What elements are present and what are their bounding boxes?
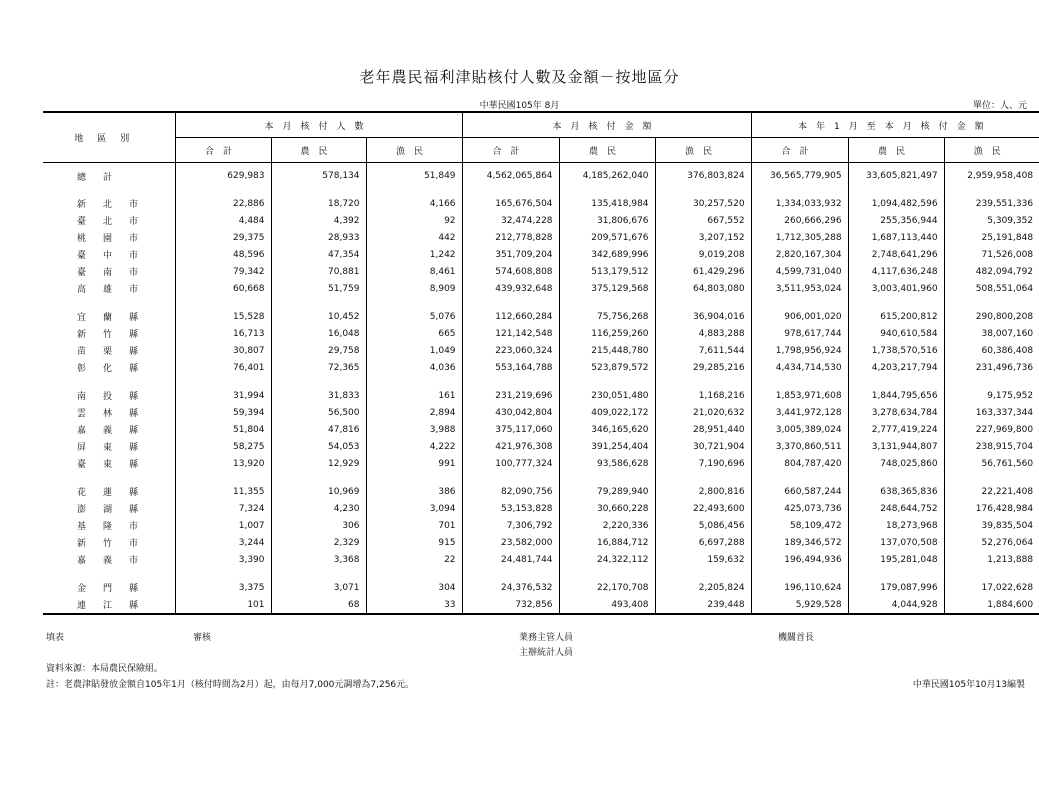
table-row: [43, 195, 1039, 212]
value-cell: 24,481,744: [462, 551, 559, 568]
table-row: [43, 325, 1039, 342]
source-note: 資料來源：本局農民保險組。: [46, 664, 164, 674]
value-cell: 21,020,632: [655, 404, 751, 421]
value-cell: 16,713: [175, 325, 271, 342]
header-sub: 農民: [848, 138, 944, 163]
value-cell: 16,048: [271, 325, 366, 342]
value-cell: 48,596: [175, 246, 271, 263]
value-cell: 189,346,572: [751, 534, 848, 551]
value-cell: 4,562,065,864: [462, 163, 559, 185]
value-cell: 493,408: [559, 596, 655, 614]
value-cell: 991: [366, 455, 462, 472]
value-cell: 342,689,996: [559, 246, 655, 263]
value-cell: 23,582,000: [462, 534, 559, 551]
value-cell: 24,376,532: [462, 579, 559, 596]
value-cell: 3,005,389,024: [751, 421, 848, 438]
region-name: 屏東縣: [77, 443, 156, 453]
value-cell: 442: [366, 229, 462, 246]
table-row: [43, 455, 1039, 472]
value-cell: 58,109,472: [751, 517, 848, 534]
value-cell: 4,185,262,040: [559, 163, 655, 185]
value-cell: 59,394: [175, 404, 271, 421]
value-cell: 1,738,570,516: [848, 342, 944, 359]
value-cell: 915: [366, 534, 462, 551]
region-name: 臺中市: [77, 251, 156, 261]
value-cell: 7,611,544: [655, 342, 751, 359]
table-row: [43, 359, 1039, 376]
compiled-date: 中華民國105年10月13編製: [912, 680, 1025, 690]
header-group-amount: 本月核付金額: [462, 112, 751, 138]
header-region: 地區別: [43, 112, 175, 163]
value-cell: 231,496,736: [944, 359, 1039, 376]
value-cell: 346,165,620: [559, 421, 655, 438]
header-sub: 合計: [462, 138, 559, 163]
value-cell: 8,461: [366, 263, 462, 280]
value-cell: 215,448,780: [559, 342, 655, 359]
region-name: 嘉義縣: [77, 426, 156, 436]
value-cell: 29,758: [271, 342, 366, 359]
region-name: 新竹縣: [77, 330, 156, 340]
value-cell: 137,070,508: [848, 534, 944, 551]
value-cell: 1,168,216: [655, 387, 751, 404]
value-cell: 163,337,344: [944, 404, 1039, 421]
value-cell: 8,909: [366, 280, 462, 297]
value-cell: 4,484: [175, 212, 271, 229]
value-cell: 92: [366, 212, 462, 229]
value-cell: 425,073,736: [751, 500, 848, 517]
value-cell: 36,904,016: [655, 308, 751, 325]
value-cell: 33,605,821,497: [848, 163, 944, 185]
value-cell: 4,203,217,794: [848, 359, 944, 376]
value-cell: 33: [366, 596, 462, 614]
value-cell: 1,334,033,932: [751, 195, 848, 212]
value-cell: 523,879,572: [559, 359, 655, 376]
value-cell: 51,804: [175, 421, 271, 438]
value-cell: 11,355: [175, 483, 271, 500]
table-row: [43, 483, 1039, 500]
region-name: 澎湖縣: [77, 505, 156, 515]
header-sub: 合計: [175, 138, 271, 163]
value-cell: 638,365,836: [848, 483, 944, 500]
value-cell: 7,324: [175, 500, 271, 517]
value-cell: 195,281,048: [848, 551, 944, 568]
value-cell: 36,565,779,905: [751, 163, 848, 185]
header-sub: 漁民: [944, 138, 1039, 163]
value-cell: 6,697,288: [655, 534, 751, 551]
value-cell: 4,117,636,248: [848, 263, 944, 280]
value-cell: 3,390: [175, 551, 271, 568]
value-cell: 1,712,305,288: [751, 229, 848, 246]
value-cell: 3,207,152: [655, 229, 751, 246]
reviewer-label: 審核: [193, 633, 212, 643]
value-cell: 54,053: [271, 438, 366, 455]
value-cell: 1,884,600: [944, 596, 1039, 614]
value-cell: 255,356,944: [848, 212, 944, 229]
value-cell: 2,894: [366, 404, 462, 421]
spacer-row: [43, 376, 1039, 387]
value-cell: 230,051,480: [559, 387, 655, 404]
value-cell: 2,820,167,304: [751, 246, 848, 263]
table-row: [43, 596, 1039, 614]
value-cell: 30,721,904: [655, 438, 751, 455]
value-cell: 16,884,712: [559, 534, 655, 551]
region-name: 基隆市: [77, 522, 156, 532]
value-cell: 1,242: [366, 246, 462, 263]
table-row: [43, 579, 1039, 596]
header-sub: 農民: [559, 138, 655, 163]
table-row: [43, 551, 1039, 568]
region-name: 臺北市: [77, 217, 156, 227]
header-sub: 農民: [271, 138, 366, 163]
value-cell: 31,806,676: [559, 212, 655, 229]
value-cell: 376,803,824: [655, 163, 751, 185]
value-cell: 3,511,953,024: [751, 280, 848, 297]
value-cell: 239,448: [655, 596, 751, 614]
value-cell: 39,835,504: [944, 517, 1039, 534]
value-cell: 3,368: [271, 551, 366, 568]
value-cell: 51,759: [271, 280, 366, 297]
value-cell: 70,881: [271, 263, 366, 280]
table-row: [43, 212, 1039, 229]
table-row: [43, 404, 1039, 421]
value-cell: 1,094,482,596: [848, 195, 944, 212]
value-cell: 3,988: [366, 421, 462, 438]
value-cell: 79,342: [175, 263, 271, 280]
value-cell: 3,375: [175, 579, 271, 596]
value-cell: 5,309,352: [944, 212, 1039, 229]
spacer-row: [43, 568, 1039, 579]
value-cell: 100,777,324: [462, 455, 559, 472]
report-date: 中華民國105年 8月: [479, 101, 560, 111]
value-cell: 30,807: [175, 342, 271, 359]
value-cell: 79,289,940: [559, 483, 655, 500]
table-row: [43, 534, 1039, 551]
value-cell: 64,803,080: [655, 280, 751, 297]
value-cell: 47,354: [271, 246, 366, 263]
region-name: 臺南市: [77, 268, 156, 278]
value-cell: 4,044,928: [848, 596, 944, 614]
value-cell: 10,452: [271, 308, 366, 325]
spacer-row: [43, 297, 1039, 308]
value-cell: 351,709,204: [462, 246, 559, 263]
value-cell: 47,816: [271, 421, 366, 438]
value-cell: 1,007: [175, 517, 271, 534]
value-cell: 304: [366, 579, 462, 596]
value-cell: 1,844,795,656: [848, 387, 944, 404]
value-cell: 82,090,756: [462, 483, 559, 500]
value-cell: 3,094: [366, 500, 462, 517]
value-cell: 239,551,336: [944, 195, 1039, 212]
value-cell: 30,660,228: [559, 500, 655, 517]
region-name: 連江縣: [43, 596, 175, 614]
value-cell: 7,190,696: [655, 455, 751, 472]
footnote: 註：老農津貼發放金額自105年1月（核付時間為2月）起，由每月7,000元調增為7,256元。: [46, 680, 415, 690]
value-cell: 176,428,984: [944, 500, 1039, 517]
value-cell: 238,915,704: [944, 438, 1039, 455]
value-cell: 75,756,268: [559, 308, 655, 325]
value-cell: 51,849: [366, 163, 462, 185]
value-cell: 4,166: [366, 195, 462, 212]
value-cell: 375,129,568: [559, 280, 655, 297]
value-cell: 179,087,996: [848, 579, 944, 596]
value-cell: 2,748,641,296: [848, 246, 944, 263]
value-cell: 223,060,324: [462, 342, 559, 359]
unit-label: 單位：人、元: [972, 101, 1027, 111]
value-cell: 76,401: [175, 359, 271, 376]
value-cell: 17,022,628: [944, 579, 1039, 596]
value-cell: 93,586,628: [559, 455, 655, 472]
value-cell: 2,800,816: [655, 483, 751, 500]
value-cell: 212,778,828: [462, 229, 559, 246]
value-cell: 71,526,008: [944, 246, 1039, 263]
value-cell: 5,076: [366, 308, 462, 325]
header-sub: 漁民: [655, 138, 751, 163]
table-row: [43, 438, 1039, 455]
value-cell: 748,025,860: [848, 455, 944, 472]
value-cell: 116,259,260: [559, 325, 655, 342]
value-cell: 3,003,401,960: [848, 280, 944, 297]
value-cell: 29,375: [175, 229, 271, 246]
value-cell: 9,019,208: [655, 246, 751, 263]
value-cell: 22,221,408: [944, 483, 1039, 500]
stats-head-label: 主辦統計人員: [519, 648, 574, 658]
header-sub: 漁民: [366, 138, 462, 163]
header-sub: 合計: [751, 138, 848, 163]
value-cell: 22,493,600: [655, 500, 751, 517]
value-cell: 978,617,744: [751, 325, 848, 342]
region-name: 彰化縣: [77, 364, 156, 374]
region-name: 新北市: [77, 200, 156, 210]
value-cell: 58,275: [175, 438, 271, 455]
value-cell: 2,329: [271, 534, 366, 551]
value-cell: 28,951,440: [655, 421, 751, 438]
value-cell: 52,276,064: [944, 534, 1039, 551]
value-cell: 1,853,971,608: [751, 387, 848, 404]
value-cell: 4,883,288: [655, 325, 751, 342]
value-cell: 732,856: [462, 596, 559, 614]
region-name: 臺東縣: [77, 460, 156, 470]
table-row: [43, 342, 1039, 359]
value-cell: 3,370,860,511: [751, 438, 848, 455]
header-group-count: 本月核付人數: [175, 112, 462, 138]
value-cell: 72,365: [271, 359, 366, 376]
value-cell: 24,322,112: [559, 551, 655, 568]
value-cell: 629,983: [175, 163, 271, 185]
value-cell: 196,494,936: [751, 551, 848, 568]
value-cell: 32,474,228: [462, 212, 559, 229]
table-row: [43, 163, 1039, 185]
header-group-ytd: 本年1月至本月核付金額: [751, 112, 1039, 138]
value-cell: 135,418,984: [559, 195, 655, 212]
value-cell: 1,687,113,440: [848, 229, 944, 246]
value-cell: 3,244: [175, 534, 271, 551]
value-cell: 906,001,020: [751, 308, 848, 325]
value-cell: 391,254,404: [559, 438, 655, 455]
value-cell: 513,179,512: [559, 263, 655, 280]
value-cell: 508,551,064: [944, 280, 1039, 297]
value-cell: 4,230: [271, 500, 366, 517]
value-cell: 1,798,956,924: [751, 342, 848, 359]
value-cell: 13,920: [175, 455, 271, 472]
value-cell: 7,306,792: [462, 517, 559, 534]
value-cell: 56,761,560: [944, 455, 1039, 472]
table-row: [43, 500, 1039, 517]
value-cell: 60,668: [175, 280, 271, 297]
table-row: [43, 263, 1039, 280]
value-cell: 60,386,408: [944, 342, 1039, 359]
value-cell: 231,219,696: [462, 387, 559, 404]
region-name: 新竹市: [77, 539, 156, 549]
value-cell: 31,994: [175, 387, 271, 404]
value-cell: 68: [271, 596, 366, 614]
value-cell: 660,587,244: [751, 483, 848, 500]
value-cell: 227,969,800: [944, 421, 1039, 438]
spacer-row: [43, 184, 1039, 195]
business-head-label: 業務主管人員: [519, 633, 574, 643]
table-row: [43, 246, 1039, 263]
region-name: 總計: [77, 172, 130, 183]
report-title: 老年農民福利津貼核付人數及金額－按地區分: [359, 68, 680, 86]
region-name: 南投縣: [77, 392, 156, 402]
value-cell: 12,929: [271, 455, 366, 472]
value-cell: 22,170,708: [559, 579, 655, 596]
value-cell: 56,500: [271, 404, 366, 421]
value-cell: 15,528: [175, 308, 271, 325]
preparer-label: 填表: [46, 633, 65, 643]
value-cell: 386: [366, 483, 462, 500]
value-cell: 29,285,216: [655, 359, 751, 376]
region-name: 宜蘭縣: [77, 313, 156, 323]
value-cell: 4,036: [366, 359, 462, 376]
value-cell: 3,278,634,784: [848, 404, 944, 421]
value-cell: 4,599,731,040: [751, 263, 848, 280]
value-cell: 28,933: [271, 229, 366, 246]
value-cell: 209,571,676: [559, 229, 655, 246]
value-cell: 18,273,968: [848, 517, 944, 534]
value-cell: 248,644,752: [848, 500, 944, 517]
value-cell: 375,117,060: [462, 421, 559, 438]
value-cell: 121,142,548: [462, 325, 559, 342]
value-cell: 409,022,172: [559, 404, 655, 421]
value-cell: 25,191,848: [944, 229, 1039, 246]
value-cell: 159,632: [655, 551, 751, 568]
value-cell: 22: [366, 551, 462, 568]
table-row: [43, 421, 1039, 438]
value-cell: 940,610,584: [848, 325, 944, 342]
value-cell: 2,205,824: [655, 579, 751, 596]
region-name: 苗栗縣: [77, 347, 156, 357]
value-cell: 2,777,419,224: [848, 421, 944, 438]
value-cell: 1,049: [366, 342, 462, 359]
value-cell: 665: [366, 325, 462, 342]
value-cell: 615,200,812: [848, 308, 944, 325]
agency-head-label: 機關首長: [778, 633, 815, 643]
value-cell: 4,434,714,530: [751, 359, 848, 376]
value-cell: 165,676,504: [462, 195, 559, 212]
value-cell: 112,660,284: [462, 308, 559, 325]
value-cell: 61,429,296: [655, 263, 751, 280]
region-name: 嘉義市: [77, 556, 156, 566]
table-row: [43, 280, 1039, 297]
region-name: 高雄市: [77, 285, 156, 295]
region-name: 花蓮縣: [77, 488, 156, 498]
spacer-row: [43, 472, 1039, 483]
value-cell: 260,666,296: [751, 212, 848, 229]
value-cell: 22,886: [175, 195, 271, 212]
value-cell: 667,552: [655, 212, 751, 229]
value-cell: 4,392: [271, 212, 366, 229]
region-name: 雲林縣: [77, 409, 156, 419]
value-cell: 3,071: [271, 579, 366, 596]
value-cell: 5,086,456: [655, 517, 751, 534]
value-cell: 101: [175, 596, 271, 614]
value-cell: 31,833: [271, 387, 366, 404]
value-cell: 30,257,520: [655, 195, 751, 212]
value-cell: 3,131,944,807: [848, 438, 944, 455]
value-cell: 2,220,336: [559, 517, 655, 534]
value-cell: 10,969: [271, 483, 366, 500]
value-cell: 1,213,888: [944, 551, 1039, 568]
value-cell: 290,800,208: [944, 308, 1039, 325]
table-row: [43, 229, 1039, 246]
value-cell: 196,110,624: [751, 579, 848, 596]
value-cell: 18,720: [271, 195, 366, 212]
value-cell: 804,787,420: [751, 455, 848, 472]
value-cell: 578,134: [271, 163, 366, 185]
value-cell: 3,441,972,128: [751, 404, 848, 421]
value-cell: 4,222: [366, 438, 462, 455]
value-cell: 306: [271, 517, 366, 534]
value-cell: 38,007,160: [944, 325, 1039, 342]
value-cell: 2,959,958,408: [944, 163, 1039, 185]
value-cell: 701: [366, 517, 462, 534]
value-cell: 482,094,792: [944, 263, 1039, 280]
table-row: [43, 308, 1039, 325]
value-cell: 161: [366, 387, 462, 404]
value-cell: 5,929,528: [751, 596, 848, 614]
region-name: 桃園市: [77, 234, 156, 244]
value-cell: 421,976,308: [462, 438, 559, 455]
table-row: [43, 387, 1039, 404]
table-row: [43, 517, 1039, 534]
region-name: 金門縣: [77, 584, 156, 594]
value-cell: 9,175,952: [944, 387, 1039, 404]
value-cell: 430,042,804: [462, 404, 559, 421]
value-cell: 574,608,808: [462, 263, 559, 280]
value-cell: 553,164,788: [462, 359, 559, 376]
data-table: [43, 111, 1039, 615]
value-cell: 439,932,648: [462, 280, 559, 297]
value-cell: 53,153,828: [462, 500, 559, 517]
